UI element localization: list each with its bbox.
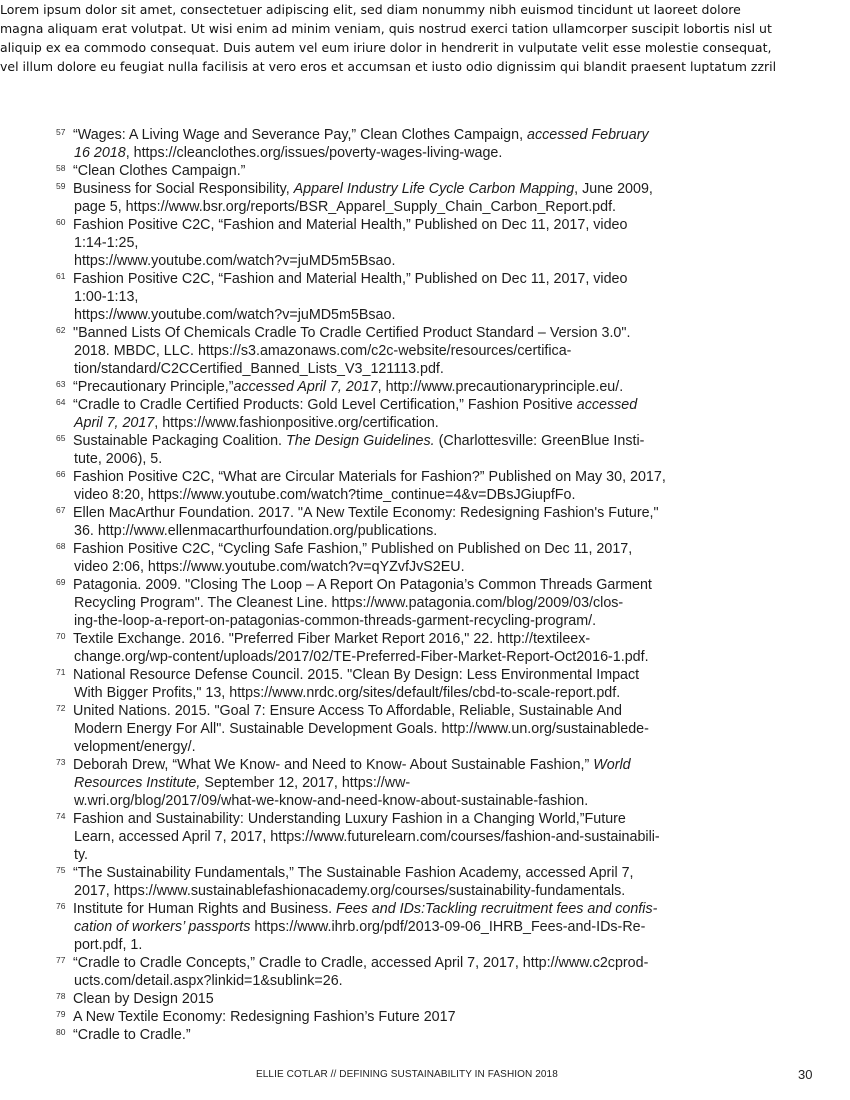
endnote-line (73, 216, 726, 234)
endnote-number: 75 (56, 865, 66, 875)
endnote-line (73, 900, 726, 918)
endnote-text: September 12, 2017, https://ww- (200, 775, 411, 791)
endnote-italic-text: World (593, 757, 631, 773)
endnote-text: page 5, https://www.bsr.org/reports/BSR_Apparel_Supply_Chain_Carbon_Report.pdf. (74, 199, 617, 215)
endnote-line (74, 144, 726, 162)
endnote-italic-text: Resources Institute, (74, 775, 201, 791)
endnote-64 (56, 396, 726, 432)
endnote-text: Fashion Positive C2C, “Cycling Safe Fashion,” Published on Published on Dec 11, 2017, (73, 541, 633, 557)
endnote-61 (56, 270, 726, 324)
endnote-line (74, 306, 726, 324)
endnote-text: Institute for Human Rights and Business. (73, 901, 337, 917)
endnote-line (74, 486, 726, 504)
endnote-text: Fashion Positive C2C, “Fashion and Material Health,” Published on Dec 11, 2017, video (73, 217, 628, 233)
endnote-78 (56, 990, 726, 1008)
endnote-line (73, 180, 726, 198)
endnote-line (73, 270, 726, 288)
endnote-text: 1:00-1:13, (74, 289, 139, 305)
endnote-60 (56, 216, 726, 270)
endnote-line (74, 522, 726, 540)
endnote-number: 79 (56, 1009, 66, 1019)
endnote-italic-text: April 7, 2017 (74, 415, 155, 431)
endnote-text: Deborah Drew, “What We Know- and Need to Know- About Sustainable Fashion,” (73, 757, 594, 773)
endnote-number: 62 (56, 325, 66, 335)
endnote-text: Fashion Positive C2C, “Fashion and Material Health,” Published on Dec 11, 2017, video (73, 271, 628, 287)
endnote-text: https://www.youtube.com/watch?v=juMD5m5Bsao. (74, 307, 396, 323)
endnote-text: w.wri.org/blog/2017/09/what-we-know-and-need-know-about-sustainable-fashion. (74, 793, 589, 809)
endnote-line (73, 378, 726, 396)
endnote-line (73, 702, 726, 720)
endnote-number: 57 (56, 127, 66, 137)
endnote-line (74, 828, 726, 846)
endnote-text: ty. (74, 847, 89, 863)
endnote-73 (56, 756, 726, 810)
endnote-57 (56, 126, 726, 162)
endnote-line (74, 288, 726, 306)
endnote-line (74, 684, 726, 702)
endnote-text: Business for Social Responsibility, (73, 181, 294, 197)
endnote-67 (56, 504, 726, 540)
endnote-italic-text: Fees and IDs:Tackling recruitment fees and confis- (336, 901, 658, 917)
endnote-line (74, 360, 726, 378)
endnote-number: 77 (56, 955, 66, 965)
endnote-line (73, 1026, 726, 1044)
endnote-text: Patagonia. 2009. "Closing The Loop – A Report On Patagonia’s Common Threads Garment (73, 577, 652, 593)
endnote-text: , http://www.precautionaryprinciple.eu/. (377, 379, 624, 395)
intro-line: aliquip ex ea commodo consequat. Duis autem vel eum iriure dolor in hendrerit in vulputate velit esse molestie consequat, (0, 40, 772, 55)
endnote-text: National Resource Defense Council. 2015. "Clean By Design: Less Environmental Impact (73, 667, 640, 683)
endnote-line (73, 396, 726, 414)
endnote-text: Fashion and Sustainability: Understanding Luxury Fashion in a Changing World,”Future (73, 811, 626, 827)
endnote-line (74, 774, 726, 792)
endnote-number: 66 (56, 469, 66, 479)
endnote-79 (56, 1008, 726, 1026)
endnote-line (74, 558, 726, 576)
page-number: 30 (798, 1067, 813, 1082)
endnote-text: “Cradle to Cradle Concepts,” Cradle to Cradle, accessed April 7, 2017, http://www.c2cprod- (73, 955, 649, 971)
endnote-text: (Charlottesville: GreenBlue Insti- (434, 433, 645, 449)
endnote-text: Learn, accessed April 7, 2017, https://www.futurelearn.com/courses/fashion-and-sustainabili- (74, 829, 660, 845)
endnote-text: United Nations. 2015. "Goal 7: Ensure Access To Affordable, Reliable, Sustainable And (73, 703, 622, 719)
endnote-text: , June 2009, (574, 181, 653, 197)
endnote-number: 60 (56, 217, 66, 227)
endnote-line (73, 810, 726, 828)
endnote-text: "Banned Lists Of Chemicals Cradle To Cradle Certified Product Standard – Version 3.0". (73, 325, 631, 341)
endnote-text: Fashion Positive C2C, “What are Circular Materials for Fashion?” Published on May 30, 2017, (73, 469, 666, 485)
endnote-number: 65 (56, 433, 66, 443)
endnote-text: velopment/energy/. (74, 739, 196, 755)
endnote-text: “Clean Clothes Campaign.” (73, 163, 246, 179)
endnote-74 (56, 810, 726, 864)
endnote-line (73, 504, 726, 522)
endnote-text: tute, 2006), 5. (74, 451, 163, 467)
endnote-text: Modern Energy For All". Sustainable Development Goals. http://www.un.org/sustainablede- (74, 721, 649, 737)
endnote-number: 74 (56, 811, 66, 821)
endnote-line (74, 198, 726, 216)
endnote-italic-text: Apparel Industry Life Cycle Carbon Mapping (293, 181, 575, 197)
endnote-number: 80 (56, 1027, 66, 1037)
endnote-text: “Cradle to Cradle Certified Products: Gold Level Certification,” Fashion Positive (73, 397, 577, 413)
endnote-80 (56, 1026, 726, 1044)
endnote-text: 2017, https://www.sustainablefashionacademy.org/courses/sustainability-fundamentals. (74, 883, 626, 899)
endnote-line (74, 252, 726, 270)
endnote-line (73, 432, 726, 450)
endnote-text: Textile Exchange. 2016. "Preferred Fiber Market Report 2016," 22. http://textileex- (73, 631, 591, 647)
endnote-text: Recycling Program". The Cleanest Line. https://www.patagonia.com/blog/2009/03/clos- (74, 595, 624, 611)
endnote-line (73, 576, 726, 594)
endnote-70 (56, 630, 726, 666)
endnote-number: 72 (56, 703, 66, 713)
endnote-number: 78 (56, 991, 66, 1001)
endnote-number: 58 (56, 163, 66, 173)
endnote-text: port.pdf, 1. (74, 937, 143, 953)
endnote-line (73, 990, 726, 1008)
intro-line: Lorem ipsum dolor sit amet, consectetuer adipiscing elit, sed diam nonummy nibh euismod tincidunt ut laoreet dolore (0, 2, 741, 17)
endnote-line (73, 540, 726, 558)
endnote-text: 2018. MBDC, LLC. https://s3.amazonaws.com/c2c-website/resources/certifica- (74, 343, 572, 359)
endnote-58 (56, 162, 726, 180)
endnote-number: 59 (56, 181, 66, 191)
endnote-number: 67 (56, 505, 66, 515)
intro-line: magna aliquam erat volutpat. Ut wisi enim ad minim veniam, quis nostrud exerci tation ullamcorper suscipit lobortis nisl ut (0, 21, 772, 36)
endnote-75 (56, 864, 726, 900)
intro-line: vel illum dolore eu feugiat nulla facilisis at vero eros et accumsan et iusto odio dignissim qui blandit praesent luptatum zzril (0, 59, 777, 74)
endnote-number: 73 (56, 757, 66, 767)
endnote-line (74, 738, 726, 756)
endnote-text: “Wages: A Living Wage and Severance Pay,” Clean Clothes Campaign, (73, 127, 528, 143)
endnote-text: https://www.ihrb.org/pdf/2013-09-06_IHRB_Fees-and-IDs-Re- (250, 919, 646, 935)
endnote-77 (56, 954, 726, 990)
endnote-italic-text: cation of workers’ passports (74, 919, 251, 935)
endnote-number: 61 (56, 271, 66, 281)
endnote-62 (56, 324, 726, 378)
endnote-line (73, 864, 726, 882)
endnote-line (74, 792, 726, 810)
endnote-line (73, 324, 726, 342)
endnote-text: , https://cleanclothes.org/issues/poverty-wages-living-wage. (125, 145, 503, 161)
endnote-text: “Precautionary Principle,” (73, 379, 234, 395)
endnote-italic-text: 16 2018 (74, 145, 126, 161)
endnote-line (74, 720, 726, 738)
endnote-text: tion/standard/C2CCertified_Banned_Lists_V3_121113.pdf. (74, 361, 444, 377)
endnote-line (74, 234, 726, 252)
endnote-line (73, 756, 726, 774)
endnote-number: 68 (56, 541, 66, 551)
endnote-italic-text: The Design Guidelines. (286, 433, 435, 449)
endnote-line (74, 936, 726, 954)
endnote-text: video 8:20, https://www.youtube.com/watch?time_continue=4&v=DBsJGiupfFo. (74, 487, 576, 503)
endnote-71 (56, 666, 726, 702)
endnote-number: 76 (56, 901, 66, 911)
endnote-76 (56, 900, 726, 954)
endnote-line (74, 846, 726, 864)
endnote-text: “Cradle to Cradle.” (73, 1027, 191, 1043)
endnote-text: video 2:06, https://www.youtube.com/watch?v=qYZvfJvS2EU. (74, 559, 465, 575)
endnote-line (74, 882, 726, 900)
endnote-line (73, 630, 726, 648)
endnote-text: Clean by Design 2015 (73, 991, 214, 1007)
endnote-line (74, 594, 726, 612)
endnote-italic-text: accessed (576, 397, 638, 413)
endnote-number: 70 (56, 631, 66, 641)
running-footer: ELLIE COTLAR // DEFINING SUSTAINABILITY IN FASHION 2018 (256, 1069, 558, 1080)
endnote-line (74, 648, 726, 666)
endnote-line (73, 954, 726, 972)
endnote-line (73, 126, 726, 144)
endnote-line (74, 342, 726, 360)
endnote-65 (56, 432, 726, 468)
endnote-text: ucts.com/detail.aspx?linkid=1&sublink=26. (74, 973, 343, 989)
endnote-text: A New Textile Economy: Redesigning Fashion’s Future 2017 (73, 1009, 456, 1025)
endnote-text: With Bigger Profits," 13, https://www.nrdc.org/sites/default/files/cbd-to-scale-report.pdf. (74, 685, 621, 701)
endnote-text: https://www.youtube.com/watch?v=juMD5m5Bsao. (74, 253, 396, 269)
endnote-text: , https://www.fashionpositive.org/certification. (154, 415, 439, 431)
endnote-line (74, 972, 726, 990)
endnote-line (73, 666, 726, 684)
intro-paragraph (0, 0, 850, 76)
endnote-63 (56, 378, 726, 396)
endnote-text: ing-the-loop-a-report-on-patagonias-common-threads-garment-recycling-program/. (74, 613, 597, 629)
endnote-line (74, 918, 726, 936)
endnote-line (74, 612, 726, 630)
endnote-69 (56, 576, 726, 630)
endnotes-list (56, 126, 726, 1044)
endnote-number: 71 (56, 667, 66, 677)
endnote-line (74, 450, 726, 468)
endnote-number: 64 (56, 397, 66, 407)
endnote-number: 63 (56, 379, 66, 389)
endnote-text: 1:14-1:25, (74, 235, 139, 251)
endnote-italic-text: accessed February (527, 127, 649, 143)
endnote-line (73, 162, 726, 180)
endnote-text: 36. http://www.ellenmacarthurfoundation.org/publications. (74, 523, 438, 539)
endnote-66 (56, 468, 726, 504)
endnote-number: 69 (56, 577, 66, 587)
endnote-72 (56, 702, 726, 756)
endnote-59 (56, 180, 726, 216)
endnote-text: “The Sustainability Fundamentals,” The Sustainable Fashion Academy, accessed April 7, (73, 865, 634, 881)
endnote-line (73, 1008, 726, 1026)
endnote-text: change.org/wp-content/uploads/2017/02/TE-Preferred-Fiber-Market-Report-Oct2016-1.pdf. (74, 649, 649, 665)
endnote-line (73, 468, 726, 486)
endnote-text: Sustainable Packaging Coalition. (73, 433, 287, 449)
endnote-line (74, 414, 726, 432)
endnote-68 (56, 540, 726, 576)
endnote-text: Ellen MacArthur Foundation. 2017. "A New Textile Economy: Redesigning Fashion's Future," (73, 505, 659, 521)
endnote-italic-text: accessed April 7, 2017 (233, 379, 378, 395)
